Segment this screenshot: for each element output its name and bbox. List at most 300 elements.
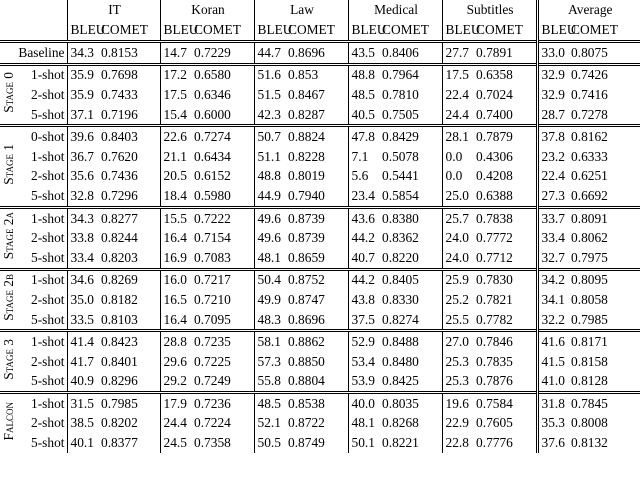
bleu-cell: 34.6: [67, 269, 98, 290]
comet-cell: 0.7845: [568, 393, 640, 414]
comet-cell: 0.8008: [571, 415, 608, 431]
bleu-cell: 25.5: [442, 310, 473, 331]
comet-cell: 0.8747: [288, 291, 325, 307]
comet-cell: 0.6346: [194, 86, 231, 102]
bleu-cell: 37.8: [537, 126, 568, 147]
bleu-cell: 29.6: [160, 352, 191, 372]
comet-cell: 0.7846: [473, 331, 537, 352]
comet-cell: 0.8380: [379, 207, 442, 228]
result-row: [0, 248, 640, 269]
comet-cell: 0.8405: [379, 269, 442, 290]
bleu-cell: 39.6: [67, 126, 98, 147]
result-row: [0, 393, 640, 414]
result-row: [0, 105, 640, 126]
bleu-cell: 33.4: [537, 228, 568, 248]
baseline-row: [0, 42, 640, 65]
bleu-cell: 24.4: [160, 414, 191, 434]
bleu-cell: 22.9: [442, 414, 473, 434]
domain-header-row: [0, 0, 640, 20]
metric-comet: COMET: [101, 22, 148, 37]
stage-label: Falcon: [1, 401, 16, 441]
shot-label: 5-shot: [17, 105, 67, 126]
comet-cell: 0.7235: [191, 331, 254, 352]
result-row: [0, 167, 640, 187]
shot-label: 1-shot: [17, 64, 67, 85]
bleu-cell: 40.7: [348, 248, 379, 269]
comet-cell: 0.7436: [101, 168, 138, 184]
result-row: [0, 331, 640, 352]
result-row: [0, 85, 640, 105]
comet-cell: 0.8429: [379, 126, 442, 147]
bleu-cell: 41.5: [537, 352, 568, 372]
bleu-cell: 0.0: [442, 167, 473, 187]
result-row: [0, 433, 640, 453]
bleu-cell: 37.5: [348, 310, 379, 331]
comet-cell: 0.8749: [288, 435, 325, 451]
stage-group-cell: [0, 331, 17, 393]
bleu-cell: 50.4: [254, 269, 285, 290]
bleu-cell: 25.7: [442, 207, 473, 228]
shot-label: 0-shot: [17, 126, 67, 147]
comet-cell: 0.8171: [568, 331, 640, 352]
comet-cell: 0.8203: [101, 249, 138, 265]
bleu-cell: 57.3: [254, 352, 285, 372]
bleu-cell: 17.5: [160, 85, 191, 105]
comet-cell: 0.7083: [194, 249, 231, 265]
bleu-cell: 15.4: [160, 105, 191, 126]
comet-cell: 0.7584: [473, 393, 537, 414]
bleu-cell: 7.1: [348, 147, 379, 167]
comet-cell: 0.8739: [285, 207, 348, 228]
comet-cell: 0.8221: [382, 435, 419, 451]
stage-group-cell: [0, 64, 17, 126]
comet-cell: 0.7985: [98, 393, 160, 414]
metric-header-row: [0, 20, 640, 42]
bleu-cell: 27.0: [442, 331, 473, 352]
bleu-cell: 24.4: [442, 105, 473, 126]
bleu-cell: 53.9: [348, 372, 379, 393]
bleu-cell: 25.3: [442, 352, 473, 372]
bleu-cell: 25.2: [442, 290, 473, 310]
result-row: [0, 207, 640, 228]
result-row: [0, 126, 640, 147]
comet-cell: 0.8480: [382, 353, 419, 369]
bleu-cell: 40.1: [70, 435, 94, 451]
comet-cell: 0.7225: [194, 353, 231, 369]
comet-cell: 0.8128: [571, 373, 608, 389]
comet-cell: 0.7776: [476, 435, 513, 451]
bleu-cell: 17.2: [160, 64, 191, 85]
comet-cell: 0.7229: [191, 42, 254, 65]
bleu-cell: 35.9: [70, 86, 94, 102]
comet-cell: 0.6333: [571, 148, 608, 164]
bleu-cell: 48.8: [254, 167, 285, 187]
metric-comet: COMET: [382, 22, 429, 37]
shot-label: 1-shot: [17, 207, 67, 228]
comet-cell: 0.8244: [101, 230, 138, 246]
comet-cell: 0.4306: [476, 148, 513, 164]
bleu-cell: 17.5: [442, 64, 473, 85]
bleu-cell: 40.9: [70, 373, 94, 389]
bleu-cell: 14.7: [160, 42, 191, 65]
comet-cell: 0.8220: [382, 249, 419, 265]
comet-cell: 0.8722: [288, 415, 325, 431]
comet-cell: 0.7249: [194, 373, 231, 389]
bleu-cell: 16.0: [160, 269, 191, 290]
bleu-cell: 22.6: [160, 126, 191, 147]
comet-cell: 0.8228: [288, 148, 325, 164]
result-row: [0, 372, 640, 393]
stage-group-cell: [0, 393, 17, 453]
bleu-cell: 33.5: [70, 311, 94, 327]
comet-cell: 0.8277: [98, 207, 160, 228]
comet-cell: 0.7416: [571, 86, 608, 102]
comet-cell: 0.8103: [101, 311, 138, 327]
comet-cell: 0.8296: [101, 373, 138, 389]
bleu-cell: 32.9: [537, 85, 568, 105]
bleu-cell: 53.4: [348, 352, 379, 372]
bleu-cell: 41.0: [537, 372, 568, 393]
bleu-cell: 51.1: [254, 147, 285, 167]
bleu-cell: 33.8: [70, 230, 94, 246]
comet-cell: 0.7838: [473, 207, 537, 228]
comet-cell: 0.6358: [473, 64, 537, 85]
comet-cell: 0.6692: [571, 187, 608, 203]
comet-cell: 0.5854: [382, 187, 419, 203]
bleu-cell: 44.9: [254, 186, 285, 207]
comet-cell: 0.7782: [476, 311, 513, 327]
shot-label: 5-shot: [17, 433, 67, 453]
bleu-cell: 25.3: [442, 372, 473, 393]
bleu-cell: 32.2: [537, 310, 568, 331]
bleu-cell: 35.0: [70, 291, 94, 307]
bleu-cell: 41.4: [67, 331, 98, 352]
stage-group-cell: [0, 126, 17, 207]
comet-cell: 0.6000: [194, 106, 231, 122]
bleu-cell: 41.6: [537, 331, 568, 352]
comet-cell: 0.7940: [288, 187, 325, 203]
comet-cell: 0.7224: [194, 415, 231, 431]
bleu-cell: 24.0: [442, 228, 473, 248]
shot-label: 5-shot: [17, 248, 67, 269]
bleu-cell: 31.5: [67, 393, 98, 414]
bleu-cell: 29.2: [160, 372, 191, 393]
comet-cell: 0.8752: [285, 269, 348, 290]
bleu-cell: 16.9: [160, 248, 191, 269]
shot-label: 5-shot: [17, 372, 67, 393]
bleu-cell: 25.0: [442, 186, 473, 207]
comet-cell: 0.6251: [571, 168, 608, 184]
bleu-cell: 19.6: [442, 393, 473, 414]
bleu-cell: 5.6: [348, 167, 379, 187]
comet-cell: 0.8739: [288, 230, 325, 246]
bleu-cell: 0.0: [442, 147, 473, 167]
bleu-cell: 51.6: [254, 64, 285, 85]
comet-cell: 0.7222: [191, 207, 254, 228]
bleu-cell: 32.9: [537, 64, 568, 85]
metric-comet: COMET: [288, 22, 335, 37]
bleu-cell: 48.5: [254, 393, 285, 414]
bleu-cell: 24.5: [160, 433, 191, 453]
bleu-cell: 49.6: [254, 207, 285, 228]
comet-cell: 0.8696: [285, 42, 348, 65]
comet-cell: 0.5980: [194, 187, 231, 203]
comet-cell: 0.4208: [476, 168, 513, 184]
bleu-cell: 58.1: [254, 331, 285, 352]
bleu-cell: 22.4: [537, 167, 568, 187]
comet-cell: 0.8095: [568, 269, 640, 290]
shot-label: 5-shot: [17, 186, 67, 207]
shot-label: 1-shot: [17, 393, 67, 414]
bleu-cell: 33.7: [537, 207, 568, 228]
comet-cell: 0.7698: [98, 64, 160, 85]
metric-comet: COMET: [571, 22, 618, 37]
baseline-label: Baseline: [0, 42, 67, 65]
domain-header-average: Average: [537, 0, 640, 20]
comet-cell: 0.8153: [98, 42, 160, 65]
comet-cell: 0.7024: [476, 86, 513, 102]
comet-cell: 0.6152: [194, 168, 231, 184]
metric-bleu: BLEU: [537, 20, 568, 42]
bleu-cell: 31.8: [537, 393, 568, 414]
result-row: [0, 290, 640, 310]
bleu-cell: 34.3: [67, 42, 98, 65]
bleu-cell: 33.0: [537, 42, 568, 65]
domain-header-koran: Koran: [160, 0, 254, 20]
metric-bleu: BLEU: [254, 20, 285, 42]
bleu-cell: 27.3: [537, 186, 568, 207]
bleu-cell: 55.8: [254, 372, 285, 393]
comet-cell: 0.8862: [285, 331, 348, 352]
shot-label: 2-shot: [17, 290, 67, 310]
result-row: [0, 414, 640, 434]
comet-cell: 0.8403: [98, 126, 160, 147]
comet-cell: 0.8158: [571, 353, 608, 369]
comet-cell: 0.8062: [571, 230, 608, 246]
comet-cell: 0.8696: [288, 311, 325, 327]
bleu-cell: 32.7: [537, 248, 568, 269]
result-row: [0, 269, 640, 290]
comet-cell: 0.8268: [382, 415, 419, 431]
bleu-cell: 28.8: [160, 331, 191, 352]
bleu-cell: 44.7: [254, 42, 285, 65]
comet-cell: 0.7830: [473, 269, 537, 290]
bleu-cell: 48.3: [254, 310, 285, 331]
metric-bleu: BLEU: [160, 20, 191, 42]
comet-cell: 0.7810: [382, 86, 419, 102]
comet-cell: 0.8423: [98, 331, 160, 352]
comet-cell: 0.8377: [101, 435, 138, 451]
shot-label: 2-shot: [17, 352, 67, 372]
comet-cell: 0.8287: [288, 106, 325, 122]
bleu-cell: 16.5: [160, 290, 191, 310]
comet-cell: 0.7821: [476, 291, 513, 307]
bleu-cell: 35.9: [67, 64, 98, 85]
bleu-cell: 43.6: [348, 207, 379, 228]
bleu-cell: 36.7: [70, 148, 94, 164]
bleu-cell: 43.8: [348, 290, 379, 310]
bleu-cell: 22.4: [442, 85, 473, 105]
bleu-cell: 18.4: [160, 186, 191, 207]
bleu-cell: 21.1: [160, 147, 191, 167]
comet-cell: 0.8804: [288, 373, 325, 389]
shot-label: 2-shot: [17, 414, 67, 434]
comet-cell: 0.853: [285, 64, 348, 85]
shot-label: 5-shot: [17, 310, 67, 331]
comet-cell: 0.8132: [571, 435, 608, 451]
bleu-cell: 37.6: [537, 433, 568, 453]
metric-comet: COMET: [476, 22, 523, 37]
result-row: [0, 64, 640, 85]
bleu-cell: 51.5: [254, 85, 285, 105]
comet-cell: 0.7236: [191, 393, 254, 414]
stage-label: Stage 2a: [1, 212, 16, 260]
bleu-cell: 38.5: [70, 415, 94, 431]
bleu-cell: 40.0: [348, 393, 379, 414]
comet-cell: 0.8467: [288, 86, 325, 102]
comet-cell: 0.7879: [473, 126, 537, 147]
domain-header-it: IT: [108, 2, 121, 17]
comet-cell: 0.7505: [382, 106, 419, 122]
comet-cell: 0.8488: [379, 331, 442, 352]
bleu-cell: 15.5: [160, 207, 191, 228]
bleu-cell: 22.8: [442, 433, 473, 453]
domain-header-law: Law: [254, 0, 348, 20]
comet-cell: 0.7426: [568, 64, 640, 85]
shot-label: 2-shot: [17, 228, 67, 248]
result-row: [0, 186, 640, 207]
comet-cell: 0.7154: [194, 230, 231, 246]
comet-cell: 0.7274: [191, 126, 254, 147]
comet-cell: 0.8274: [382, 311, 419, 327]
bleu-cell: 44.2: [348, 228, 379, 248]
bleu-cell: 43.5: [348, 42, 379, 65]
bleu-cell: 50.5: [254, 433, 285, 453]
bleu-cell: 50.7: [254, 126, 285, 147]
bleu-cell: 49.6: [254, 228, 285, 248]
comet-cell: 0.7217: [191, 269, 254, 290]
comet-cell: 0.7964: [379, 64, 442, 85]
comet-cell: 0.7296: [101, 187, 138, 203]
bleu-cell: 40.5: [348, 105, 379, 126]
bleu-cell: 16.4: [160, 228, 191, 248]
bleu-cell: 34.1: [537, 290, 568, 310]
comet-cell: 0.8269: [98, 269, 160, 290]
comet-cell: 0.5078: [382, 148, 419, 164]
comet-cell: 0.6580: [191, 64, 254, 85]
comet-cell: 0.7876: [476, 373, 513, 389]
bleu-cell: 48.5: [348, 85, 379, 105]
bleu-cell: 48.1: [348, 414, 379, 434]
stage-group-cell: [0, 207, 17, 269]
bleu-cell: 25.9: [442, 269, 473, 290]
comet-cell: 0.8659: [288, 249, 325, 265]
comet-cell: 0.8824: [285, 126, 348, 147]
stage-group-cell: [0, 269, 17, 331]
bleu-cell: 34.2: [537, 269, 568, 290]
bleu-cell: 44.2: [348, 269, 379, 290]
bleu-cell: 33.4: [70, 249, 94, 265]
comet-cell: 0.7400: [476, 106, 513, 122]
comet-cell: 0.8019: [288, 168, 325, 184]
bleu-cell: 23.4: [348, 186, 379, 207]
comet-cell: 0.7095: [194, 311, 231, 327]
bleu-cell: 28.7: [537, 105, 568, 126]
shot-label: 1-shot: [17, 269, 67, 290]
bleu-cell: 27.7: [442, 42, 473, 65]
comet-cell: 0.7605: [476, 415, 513, 431]
results-body: [0, 42, 640, 453]
comet-cell: 0.8058: [571, 291, 608, 307]
metric-comet: COMET: [194, 22, 241, 37]
result-row: [0, 147, 640, 167]
bleu-cell: 49.9: [254, 290, 285, 310]
shot-label: 1-shot: [17, 331, 67, 352]
bleu-cell: 34.3: [67, 207, 98, 228]
bleu-cell: 48.8: [348, 64, 379, 85]
comet-cell: 0.8406: [379, 42, 442, 65]
shot-label: 2-shot: [17, 167, 67, 187]
comet-cell: 0.8401: [101, 353, 138, 369]
comet-cell: 0.6434: [194, 148, 231, 164]
comet-cell: 0.8850: [288, 353, 325, 369]
bleu-cell: 47.8: [348, 126, 379, 147]
comet-cell: 0.8538: [285, 393, 348, 414]
bleu-cell: 41.7: [70, 353, 94, 369]
comet-cell: 0.7975: [571, 249, 608, 265]
result-row: [0, 310, 640, 331]
bleu-cell: 42.3: [254, 105, 285, 126]
metric-bleu: BLEU: [442, 20, 473, 42]
shot-label: 2-shot: [17, 85, 67, 105]
comet-cell: 0.7210: [194, 291, 231, 307]
bleu-cell: 28.1: [442, 126, 473, 147]
bleu-cell: 16.4: [160, 310, 191, 331]
comet-cell: 0.5441: [382, 168, 419, 184]
comet-cell: 0.6388: [476, 187, 513, 203]
comet-cell: 0.7985: [571, 311, 608, 327]
shot-label: 1-shot: [17, 147, 67, 167]
bleu-cell: 35.6: [70, 168, 94, 184]
comet-cell: 0.7835: [476, 353, 513, 369]
comet-cell: 0.7712: [476, 249, 513, 265]
bleu-cell: 52.9: [348, 331, 379, 352]
comet-cell: 0.7196: [101, 106, 138, 122]
comet-cell: 0.8162: [568, 126, 640, 147]
bleu-cell: 17.9: [160, 393, 191, 414]
bleu-cell: 24.0: [442, 248, 473, 269]
bleu-cell: 32.8: [70, 187, 94, 203]
comet-cell: 0.8202: [101, 415, 138, 431]
comet-cell: 0.7433: [101, 86, 138, 102]
bleu-cell: 23.2: [537, 147, 568, 167]
stage-label: Stage 1: [1, 143, 16, 185]
bleu-cell: 35.3: [537, 414, 568, 434]
comet-cell: 0.7772: [476, 230, 513, 246]
comet-cell: 0.8035: [379, 393, 442, 414]
bleu-cell: 20.5: [160, 167, 191, 187]
bleu-cell: 52.1: [254, 414, 285, 434]
domain-header-subtitles: Subtitles: [442, 0, 537, 20]
comet-cell: 0.8362: [382, 230, 419, 246]
comet-cell: 0.7620: [101, 148, 138, 164]
corner-cell: [0, 0, 67, 20]
comet-cell: 0.7278: [571, 106, 608, 122]
corner-cell-2: [0, 20, 67, 42]
domain-header-medical: Medical: [348, 0, 442, 20]
comet-cell: 0.8091: [568, 207, 640, 228]
bleu-cell: 37.1: [70, 106, 94, 122]
